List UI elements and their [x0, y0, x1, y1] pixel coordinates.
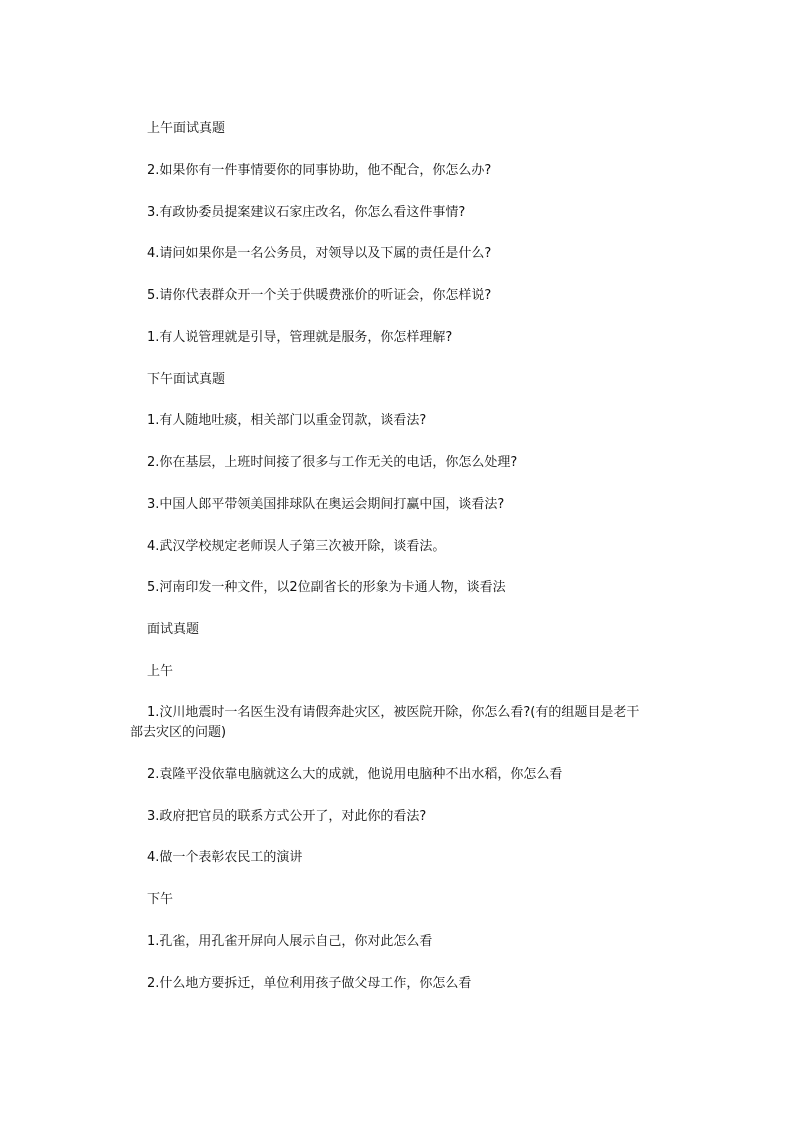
question-item: 3.中国人郎平带领美国排球队在奥运会期间打赢中国，谈看法?	[147, 497, 505, 512]
question-item: 3.有政协委员提案建议石家庄改名，你怎么看这件事情?	[147, 205, 466, 220]
section-heading-morning-questions: 上午面试真题	[147, 121, 226, 136]
question-item: 4.请问如果你是一名公务员，对领导以及下属的责任是什么?	[147, 246, 492, 261]
question-item: 2.如果你有一件事情要你的同事协助，他不配合，你怎么办?	[147, 163, 492, 178]
question-item: 2.袁隆平没依靠电脑就这么大的成就，他说用电脑种不出水稻，你怎么看	[147, 767, 563, 782]
question-item: 2.什么地方要拆迁，单位利用孩子做父母工作，你怎么看	[147, 976, 472, 991]
question-item: 3.政府把官员的联系方式公开了，对此你的看法?	[147, 809, 427, 824]
question-item: 1.有人随地吐痰，相关部门以重金罚款，谈看法?	[147, 413, 427, 428]
subsection-heading-morning: 上午	[147, 664, 174, 679]
question-item: 2.你在基层，上班时间接了很多与工作无关的电话，你怎么处理?	[147, 455, 518, 470]
question-item: 4.武汉学校规定老师误人子第三次被开除，谈看法。	[147, 539, 446, 554]
question-item: 1.孔雀，用孔雀开屏向人展示自己，你对此怎么看	[147, 934, 433, 949]
section-heading-interview-questions: 面试真题	[147, 622, 200, 637]
subsection-heading-afternoon: 下午	[147, 892, 174, 907]
question-item: 4.做一个表彰农民工的演讲	[147, 850, 303, 865]
question-item: 5.河南印发一种文件，以2位副省长的形象为卡通人物，谈看法	[147, 580, 506, 595]
question-item: 1.汶川地震时一名医生没有请假奔赴灾区，被医院开除，你怎么看?(有的组题目是老干	[147, 705, 640, 720]
question-item: 5.请你代表群众开一个关于供暖费涨价的听证会，你怎样说?	[147, 288, 492, 303]
question-item: 1.有人说管理就是引导，管理就是服务，你怎样理解?	[147, 330, 453, 345]
section-heading-afternoon-questions: 下午面试真题	[147, 372, 226, 387]
question-item-continuation: 部去灾区的问题)	[130, 725, 227, 740]
